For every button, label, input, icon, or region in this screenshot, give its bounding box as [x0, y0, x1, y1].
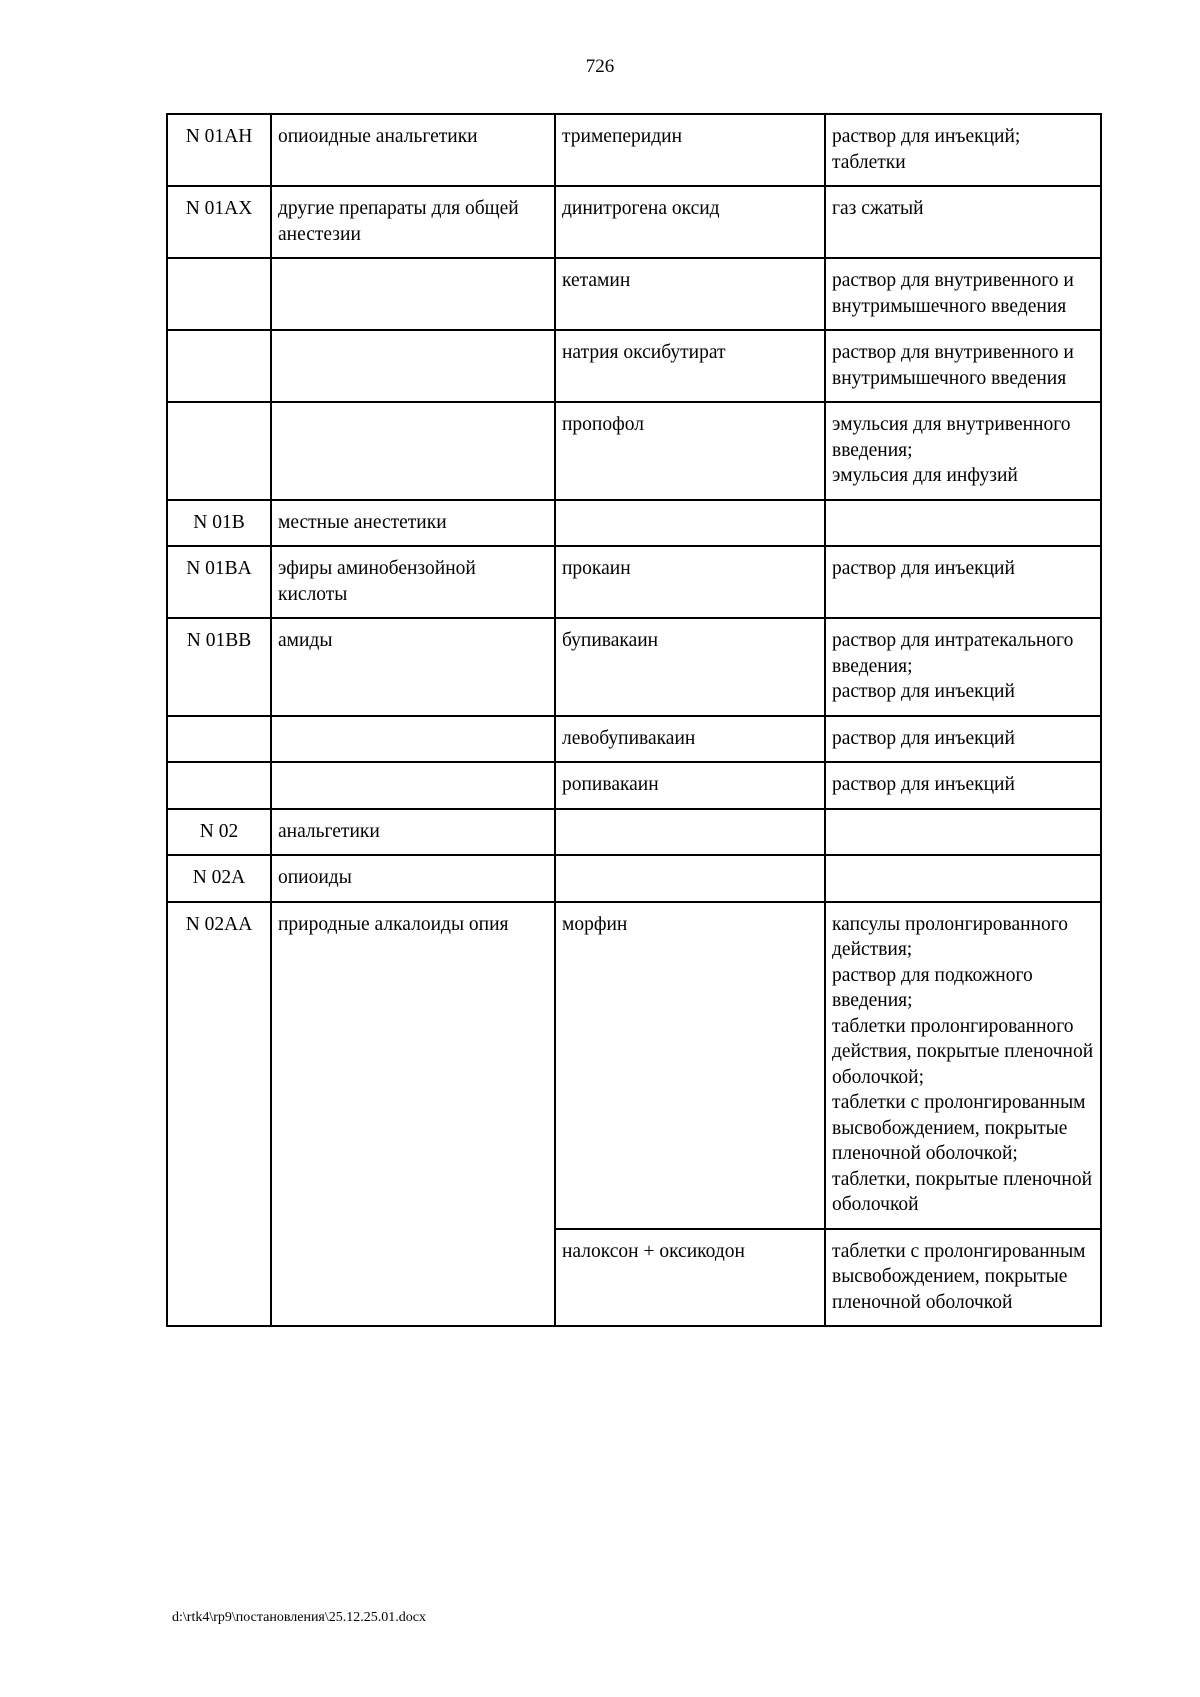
table-row: [167, 762, 1101, 809]
group-name: [271, 402, 555, 500]
drug-name: налоксон + оксикодон: [555, 1229, 825, 1327]
atc-code: N 01AH: [167, 114, 271, 186]
drug-name: динитрогена оксид: [555, 186, 825, 258]
atc-code: [167, 402, 271, 500]
group-name: анальгетики: [271, 809, 555, 856]
drug-name: кетамин: [555, 258, 825, 330]
group-name: опиоидные анальгетики: [271, 114, 555, 186]
drug-name: ропивакаин: [555, 762, 825, 809]
dosage-form: раствор для внутривенного и внутримышечного введения: [825, 258, 1101, 330]
dosage-form: [825, 500, 1101, 547]
atc-code: N 01BB: [167, 618, 271, 716]
group-name: [271, 330, 555, 402]
atc-code: N 02: [167, 809, 271, 856]
drug-name: натрия оксибутират: [555, 330, 825, 402]
table-row: [167, 114, 1101, 186]
table-row: [167, 402, 1101, 500]
dosage-form: [825, 855, 1101, 902]
drug-name: прокаин: [555, 546, 825, 618]
dosage-form: эмульсия для внутривенного введения; эмульсия для инфузий: [825, 402, 1101, 500]
drug-name: морфин: [555, 902, 825, 1229]
group-name: [271, 716, 555, 763]
atc-code: N 01B: [167, 500, 271, 547]
table-row: [167, 330, 1101, 402]
table-row: [167, 902, 1101, 1229]
atc-code: N 02A: [167, 855, 271, 902]
footer-file-path: d:\rtk4\rp9\постановления\25.12.25.01.docx: [172, 1610, 426, 1625]
table-row: [167, 186, 1101, 258]
group-name: природные алкалоиды опия: [271, 902, 555, 1327]
atc-code: [167, 330, 271, 402]
atc-code: [167, 258, 271, 330]
table-row: [167, 500, 1101, 547]
dosage-form: раствор для инъекций: [825, 546, 1101, 618]
group-name: другие препараты для общей анестезии: [271, 186, 555, 258]
drug-name: [555, 809, 825, 856]
dosage-form: раствор для инъекций; таблетки: [825, 114, 1101, 186]
dosage-form: раствор для инъекций: [825, 716, 1101, 763]
page-number: 726: [585, 56, 615, 77]
atc-code: N 01AX: [167, 186, 271, 258]
table-row: [167, 258, 1101, 330]
group-name: [271, 258, 555, 330]
table-row: [167, 809, 1101, 856]
drug-name: бупивакаин: [555, 618, 825, 716]
dosage-form: [825, 809, 1101, 856]
table-row: [167, 855, 1101, 902]
atc-code: [167, 762, 271, 809]
dosage-form: газ сжатый: [825, 186, 1101, 258]
dosage-form: раствор для интратекального введения; раствор для инъекций: [825, 618, 1101, 716]
group-name: местные анестетики: [271, 500, 555, 547]
group-name: эфиры аминобензойной кислоты: [271, 546, 555, 618]
group-name: опиоиды: [271, 855, 555, 902]
dosage-form: раствор для инъекций: [825, 762, 1101, 809]
dosage-form: капсулы пролонгированного действия; раствор для подкожного введения; таблетки пролонгированного действия, покрытые пленочной оболочкой; таблетки с пролонгированным высвобождением, покрытые пленочной оболочкой; таблетки, покрытые пленочной оболочкой: [825, 902, 1101, 1229]
atc-code: N 01BA: [167, 546, 271, 618]
group-name: [271, 762, 555, 809]
drug-name: [555, 855, 825, 902]
atc-code: [167, 716, 271, 763]
drug-name: левобупивакаин: [555, 716, 825, 763]
table-row: [167, 546, 1101, 618]
dosage-form: таблетки с пролонгированным высвобождением, покрытые пленочной оболочкой: [825, 1229, 1101, 1327]
dosage-form: раствор для внутривенного и внутримышечного введения: [825, 330, 1101, 402]
group-name: амиды: [271, 618, 555, 716]
atc-code: N 02AA: [167, 902, 271, 1327]
drug-name: тримеперидин: [555, 114, 825, 186]
table-row: [167, 618, 1101, 716]
table-row: [167, 716, 1101, 763]
drug-name: [555, 500, 825, 547]
drug-name: пропофол: [555, 402, 825, 500]
drug-table: [166, 113, 1102, 1327]
